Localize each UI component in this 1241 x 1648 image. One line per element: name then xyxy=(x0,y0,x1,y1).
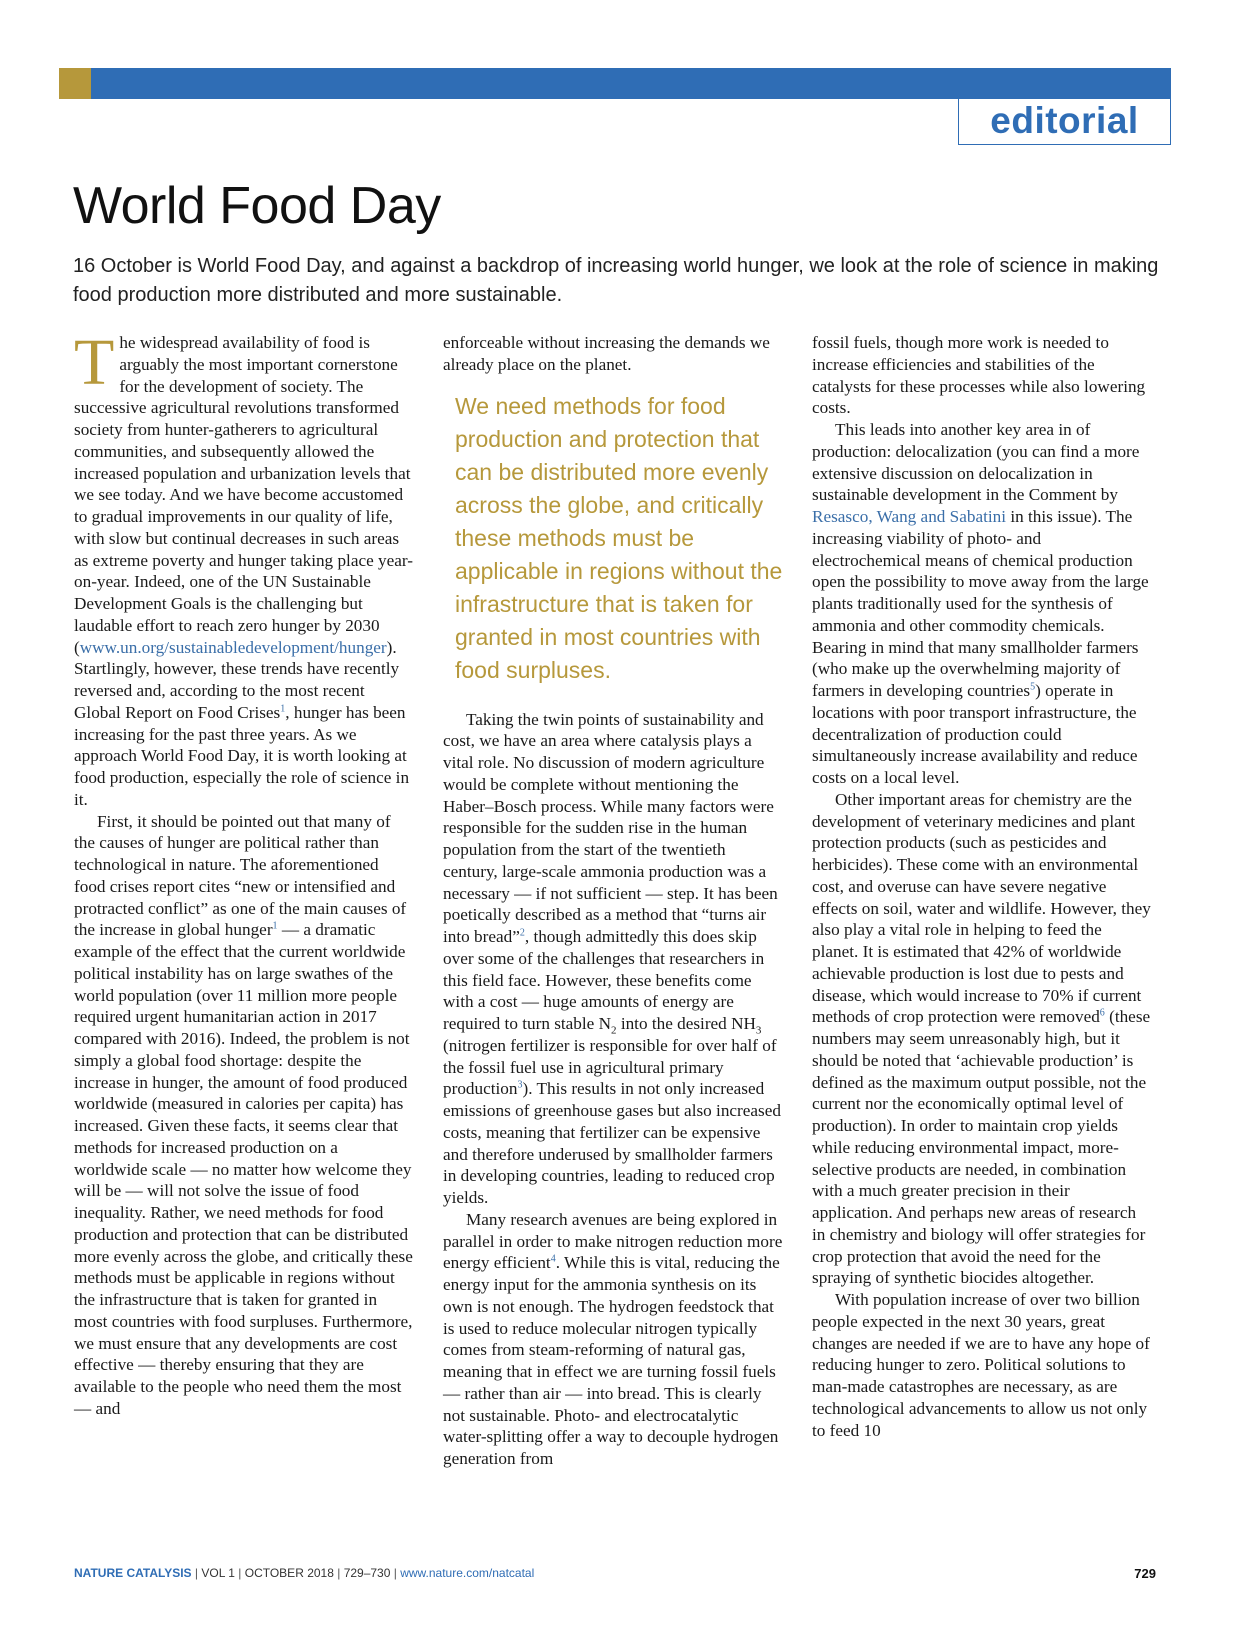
pull-quote: We need methods for food production and protection that can be distributed more evenly across the globe, and critically these methods must be applicable in regions without the infrastructure that is taken for granted in most countries with food surpluses. xyxy=(455,392,783,683)
paragraph: enforceable without increasing the demands we already place on the planet. xyxy=(443,333,770,374)
reference-2[interactable]: 2 xyxy=(519,927,525,939)
header-bar xyxy=(59,68,1171,99)
paragraph: The widespread availability of food is arguably the most important cornerstone for the development of society. The successive agricultural revolutions transformed society from hunter-gatherers to agricultural communities, and subsequently allowed the increased population and urbanization levels that we see today. And we have become accustomed to gradual improvements in our quality of life, with slow but continual decreases in such areas as extreme poverty and hunger taking place year-on-year. Indeed, one of the UN Sustainable Development Goals is the challenging but laudable effort to reach zero hunger by 2030 (www.un.org/sustainabledevelopment/hunger). Startlingly, however, these trends have recently reversed and, according to the most recent Global Report on Food Crises$^1$, hunger has been increasing for the past three years. As we approach World Food Day, it is worth looking at food production, especially the role of science in it. xyxy=(74,326,413,809)
paragraph: With population increase of over two billion people expected in the next 30 years, great changes are needed if we are to have any hope of reducing hunger to zero. Political solutions to man-made catastrophes are necessary, as are technological advancements to allow us not only to feed 10 xyxy=(812,1290,1150,1440)
page-number: 729 xyxy=(1134,1566,1156,1581)
journal-name: NATURE CATALYSIS xyxy=(74,1566,192,1580)
paragraph: This leads into another key area in of production: delocalization (you can find a more extensive discussion on delocalization in sustainable development in the Comment by Resasco, Wang and Sabatini in this issue). The increasing viability of photo- and electrochemical means of chemical production open the possibility to move away from the large plants traditionally used for the synthesis of ammonia and other commodity chemicals. Bearing in mind that many smallholder farmers (who make up the overwhelming majority of farmers in developing countries$^5$) operate in locations with poor transport infrastructure, the decentralization of production could simultaneously increase availability and reduce costs on a local level. xyxy=(812,420,1149,787)
reference-1[interactable]: 1 xyxy=(272,920,278,932)
volume: VOL 1 xyxy=(201,1566,235,1580)
page-footer: NATURE CATALYSIS | VOL 1 | OCTOBER 2018 | 729–730 | www.nature.com/natcatal 729 xyxy=(74,1566,1156,1581)
column-3 xyxy=(812,332,1152,1441)
paragraph: Many research avenues are being explored in parallel in order to make nitrogen reduction more energy efficient$^4$. While this is vital, reducing the energy input for the ammonia synthesis on its own is not enough. The hydrogen feedstock that is used to reduce molecular nitrogen typically comes from steam-reforming of natural gas, meaning that in effect we are turning fossil fuels — rather than air — into bread. This is clearly not sustainable. Photo- and electrocatalytic water-splitting offer a way to decouple hydrogen generation from xyxy=(443,1209,783,1468)
column-2 xyxy=(443,332,783,1470)
journal-url[interactable]: www.nature.com/natcatal xyxy=(400,1566,535,1580)
issue-date: OCTOBER 2018 xyxy=(244,1566,334,1580)
header-accent-block xyxy=(59,68,91,99)
page-range: 729–730 xyxy=(343,1566,391,1580)
paragraph: Taking the twin points of sustainability and cost, we have an area where catalysis plays a vital role. No discussion of modern agriculture would be complete without mentioning the Haber–Bosch process. While many factors were responsible for the sudden rise in the human population from the start of the twentieth century, large-scale ammonia production was a necessary — if not sufficient — step. It has been poetically described as a method that “turns air into bread”$^2$, though admittedly this does skip over some of the challenges that researchers in this field face. However, these benefits come with a cost — huge amounts of energy are required to turn stable $N_2$ into the desired $NH_3$ (nitrogen fertilizer is responsible for over half of the fossil fuel use in agricultural primary production$^3$). This results in not only increased emissions of greenhouse gases but also increased costs, meaning that fertilizer can be expensive and therefore underused by smallholder farmers in developing countries, leading to reduced crop yields. xyxy=(443,709,781,1207)
section-label: editorial xyxy=(958,99,1171,145)
article-title: World Food Day xyxy=(73,177,441,235)
drop-cap: T xyxy=(74,326,115,399)
reference-1[interactable]: 1 xyxy=(280,703,286,715)
hunger-goal-link[interactable]: www.un.org/sustainabledevelopment/hunger xyxy=(79,637,387,657)
reference-6[interactable]: 6 xyxy=(1099,1007,1105,1019)
article-standfirst: 16 October is World Food Day, and against a backdrop of increasing world hunger, we look at the role of science in making food production more distributed and more sustainable. xyxy=(73,255,1159,306)
comment-authors-link[interactable]: Resasco, Wang and Sabatini xyxy=(812,507,1007,526)
paragraph: fossil fuels, though more work is needed to increase efficiencies and stabilities of the catalysts for these processes while also lowering costs. xyxy=(812,333,1146,418)
paragraph: Other important areas for chemistry are the development of veterinary medicines and plant protection products (such as pesticides and herbicides). These come with an environmental cost, and overuse can have severe negative effects on soil, water and wildlife. However, they also play a vital role in helping to feed the planet. It is estimated that 42% of worldwide achievable production is lost due to pests and disease, which would increase to 70% if current methods of crop protection were removed$^6$ (these numbers may seem unreasonably high, but it should be noted that ‘achievable production’ is defined as the maximum output possible, not the current nor the economically optimal level of production). In order to maintain crop yields while reducing environmental impact, more-selective products are needed, in combination with a much greater precision in their application. And perhaps new areas of research in chemistry and biology will offer strategies for crop protection that avoid the need for the spraying of synthetic biocides altogether. xyxy=(812,789,1151,1288)
paragraph: First, it should be pointed out that many of the causes of hunger are political rather than technological in nature. The aforementioned food crises report cites “new or intensified and protracted conflict” as one of the main causes of the increase in global hunger$^1$ — a dramatic example of the effect that the current worldwide political instability has on large swathes of the world population (over 11 million more people required urgent humanitarian action in 2017 compared with 2016). Indeed, the problem is not simply a global food shortage: despite the increase in hunger, the amount of food produced worldwide (measured in calories per capita) has increased. Given these facts, it seems clear that methods for increased production on a worldwide scale — no matter how welcome they will be — will not solve the issue of food inequality. Rather, we need methods for food production and protection that can be distributed more evenly across the globe, and critically these methods must be applicable in regions without the infrastructure that is taken for granted in most countries with food surpluses. Furthermore, we must ensure that any developments are cost effective — thereby ensuring that they are available to the people who need them the most — and xyxy=(74,811,413,1418)
reference-4[interactable]: 4 xyxy=(550,1253,556,1265)
column-1 xyxy=(74,326,414,1420)
reference-5[interactable]: 5 xyxy=(1030,681,1036,693)
reference-3[interactable]: 3 xyxy=(517,1079,523,1091)
